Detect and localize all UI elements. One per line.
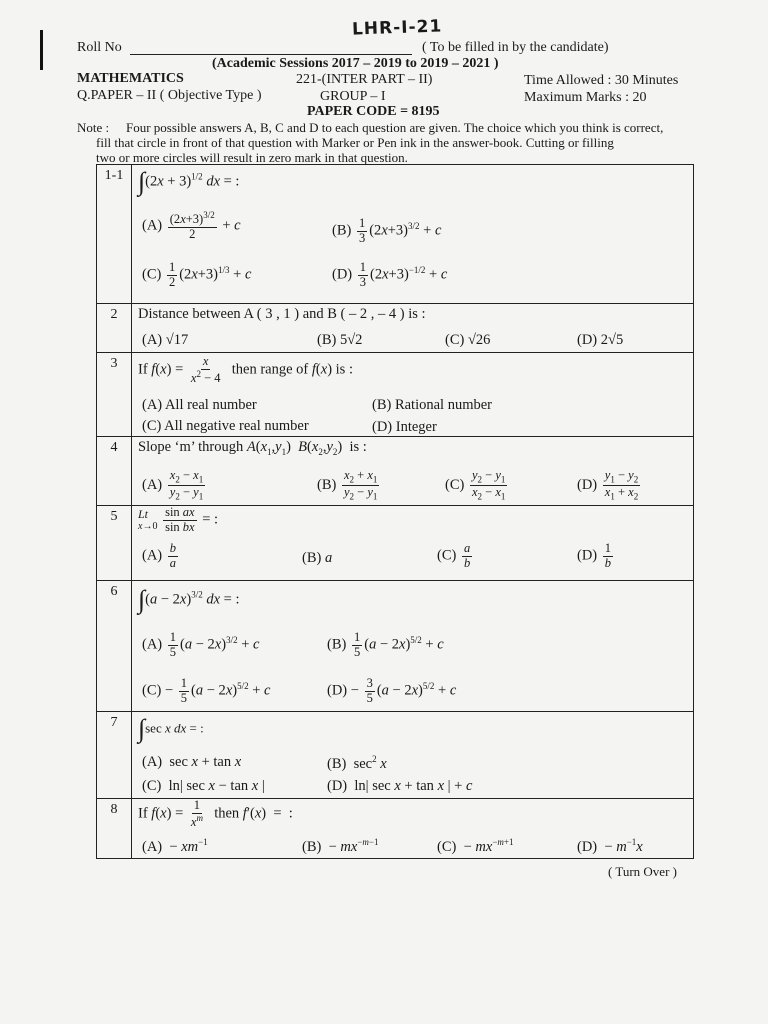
question-number: 1-1 xyxy=(97,165,132,304)
option-c: (C) √26 xyxy=(445,332,491,348)
question-text: then range of xyxy=(231,361,309,378)
option-c: $(C) - mx^{-m+1}$ xyxy=(437,837,514,855)
question-row xyxy=(97,712,694,799)
option-b: (B) $\frac{1}{3}$ $(2x+3)^{3/2} + c$ xyxy=(332,216,442,245)
option-label: (A) xyxy=(142,838,163,855)
roll-no-line xyxy=(130,54,412,55)
question-body xyxy=(132,165,694,304)
question-row xyxy=(97,437,694,506)
question-row xyxy=(97,304,694,353)
note-line-3: two or more circles will result in zero mark in that question. xyxy=(96,150,408,165)
option-c: (C) All negative real number xyxy=(142,418,309,434)
option-label: (D) xyxy=(577,547,598,564)
note-label: Note : xyxy=(77,120,110,135)
paper-type: Q.PAPER – II ( Objective Type ) xyxy=(77,88,262,103)
question-row xyxy=(97,165,694,304)
option-label: (A) xyxy=(142,332,163,348)
option-a: (A) $\frac{b}{a}$ xyxy=(142,541,177,570)
time-allowed: Time Allowed : 30 Minutes xyxy=(524,73,679,88)
question-text: If xyxy=(138,361,148,378)
option-label: (B) xyxy=(327,755,347,772)
option-b: (B) a xyxy=(302,550,333,566)
option-label: (D) xyxy=(332,266,353,283)
option-label: (D) xyxy=(327,682,348,699)
question-number: 7 xyxy=(97,712,132,799)
question-number: 6 xyxy=(97,581,132,712)
question-stem: If f(x) = $\frac{x}{x^2 - 4}$ then range of f(x) is : xyxy=(138,354,353,385)
option-c: (C) $\frac{a}{b}$ xyxy=(437,541,471,570)
question-text: then xyxy=(214,805,240,822)
question-text: If xyxy=(138,805,148,822)
question-body xyxy=(132,506,694,581)
option-a: (A) $\frac{x_2 - x_1}{y_2 - y_1}$ xyxy=(142,468,204,502)
option-label: (B) xyxy=(317,477,337,494)
option-label: (D) xyxy=(327,778,348,794)
option-b: (B) $\sec^2 x$ xyxy=(327,754,387,772)
question-number: 4 xyxy=(97,437,132,506)
question-number: 2 xyxy=(97,304,132,353)
option-label: (B) xyxy=(327,636,347,653)
roll-no-label: Roll No xyxy=(77,40,122,55)
paper-code: PAPER CODE = 8195 xyxy=(307,104,440,119)
question-stem: Slope ‘m’ through $A(x_1,y_1)$ $B(x_2,y_2)$ is : xyxy=(138,439,367,457)
option-label: (B) xyxy=(302,838,322,855)
option-b: (B) $\frac{x_2 + x_1}{y_2 - y_1}$ xyxy=(317,468,378,502)
option-d: (D) 2√5 xyxy=(577,332,624,348)
option-label: (C) xyxy=(445,332,465,348)
option-label: (D) xyxy=(577,838,598,855)
question-body xyxy=(132,581,694,712)
question-text: is : xyxy=(335,361,353,378)
option-label: (C) xyxy=(142,778,162,794)
question-stem: ∫sec x dx = : xyxy=(138,714,204,743)
question-body xyxy=(132,799,694,859)
question-body xyxy=(132,304,694,353)
option-a: (A) All real number xyxy=(142,397,257,413)
option-d: (D) $\frac{y_1 - y_2}{x_1 + x_2}$ xyxy=(577,468,639,502)
question-row xyxy=(97,799,694,859)
question-stem: $\int(a - 2x)^{3/2}$ dx = : xyxy=(138,585,240,614)
option-label: (D) xyxy=(577,477,598,494)
option-label: (D) xyxy=(577,332,598,348)
question-body xyxy=(132,712,694,799)
option-d: (D) $\frac{1}{b}$ xyxy=(577,541,612,570)
max-marks: Maximum Marks : 20 xyxy=(524,90,647,105)
option-label: (C) xyxy=(437,547,457,564)
option-label: (A) xyxy=(142,477,163,494)
option-c: (C) $\frac{y_2 - y_1}{x_2 - x_1}$ xyxy=(445,468,506,502)
turn-over: ( Turn Over ) xyxy=(608,864,677,879)
option-c: (C) − $\frac{1}{5}$ $(a - 2x)^{5/2} + c$ xyxy=(142,676,271,705)
question-number: 3 xyxy=(97,353,132,437)
option-label: (B) xyxy=(317,332,337,348)
question-table xyxy=(96,164,694,859)
option-label: (B) xyxy=(332,222,352,239)
option-d: $(D) - m^{-1}x$ xyxy=(577,837,643,855)
option-a: (A) $\frac{(2x+3)^{3/2}}{2}$ + c xyxy=(142,210,241,241)
question-row xyxy=(97,353,694,437)
option-d: (D) $\frac{1}{3}$ $(2x+3)^{-1/2} + c$ xyxy=(332,260,448,289)
option-c: (C) ln| sec x − tan x | xyxy=(142,778,265,794)
option-label: (B) xyxy=(302,550,322,566)
option-label: (C) xyxy=(437,838,457,855)
option-b: (B) $\frac{1}{5}$ $(a - 2x)^{5/2} + c$ xyxy=(327,630,444,659)
question-body xyxy=(132,353,694,437)
option-label: (C) xyxy=(445,477,465,494)
question-stem: If f(x) = $\frac{1}{x^m}$ then f′(x) = : xyxy=(138,798,293,829)
question-stem: $\int(2x + 3)^{1/2}$ dx = : xyxy=(138,167,240,196)
option-b: (B) 5√2 xyxy=(317,332,363,348)
option-a: $(A) - xm^{-1}$ xyxy=(142,837,208,855)
question-text: Slope ‘m’ through xyxy=(138,439,244,455)
option-a: (A) √17 xyxy=(142,332,189,348)
part: 221-(INTER PART – II) xyxy=(296,72,433,87)
sessions: (Academic Sessions 2017 – 2019 to 2019 – 2021 ) xyxy=(212,56,499,71)
note-line-1: Four possible answers A, B, C and D to each question are given. The choice which you think is correct, xyxy=(126,120,664,135)
fill-note: ( To be filled in by the candidate) xyxy=(422,40,609,55)
option-label: (A) xyxy=(142,636,163,653)
question-row xyxy=(97,506,694,581)
handwritten-code: LHR-I-21 xyxy=(351,16,443,40)
option-d: (D) − $\frac{3}{5}$ $(a - 2x)^{5/2} + c$ xyxy=(327,676,457,705)
margin-mark xyxy=(40,30,43,70)
option-b: $(B) - mx^{-m-1}$ xyxy=(302,837,379,855)
question-stem: Distance between A ( 3 , 1 ) and B ( – 2 , – 4 ) is : xyxy=(138,306,426,322)
option-a: (A) $\frac{1}{5}$ $(a - 2x)^{3/2} + c$ xyxy=(142,630,260,659)
question-number: 5 xyxy=(97,506,132,581)
option-d: (D) Integer xyxy=(372,419,437,435)
option-label: (A) xyxy=(142,547,163,564)
question-body xyxy=(132,437,694,506)
question-number: 8 xyxy=(97,799,132,859)
option-d: (D) ln| sec x + tan x | + c xyxy=(327,778,473,794)
note-line-2: fill that circle in front of that question with Marker or Pen ink in the answer-book. Cutting or filling xyxy=(96,135,614,150)
subject: MATHEMATICS xyxy=(77,71,184,86)
question-text: is : xyxy=(349,439,367,455)
option-label: (A) xyxy=(142,754,163,770)
option-b: (B) Rational number xyxy=(372,397,493,413)
question-stem: Lt x→0 $\frac{\text{sin ax}}{\text{sin bx}}$ = : xyxy=(138,505,219,534)
option-label: (A) xyxy=(142,217,163,234)
group: GROUP – I xyxy=(320,89,386,104)
option-a: (A) sec x + tan x xyxy=(142,754,242,770)
option-label: (C) xyxy=(142,682,162,699)
option-label: (C) xyxy=(142,266,162,283)
question-row xyxy=(97,581,694,712)
option-c: (C) $\frac{1}{2}$ $(2x+3)^{1/3} + c$ xyxy=(142,260,252,289)
